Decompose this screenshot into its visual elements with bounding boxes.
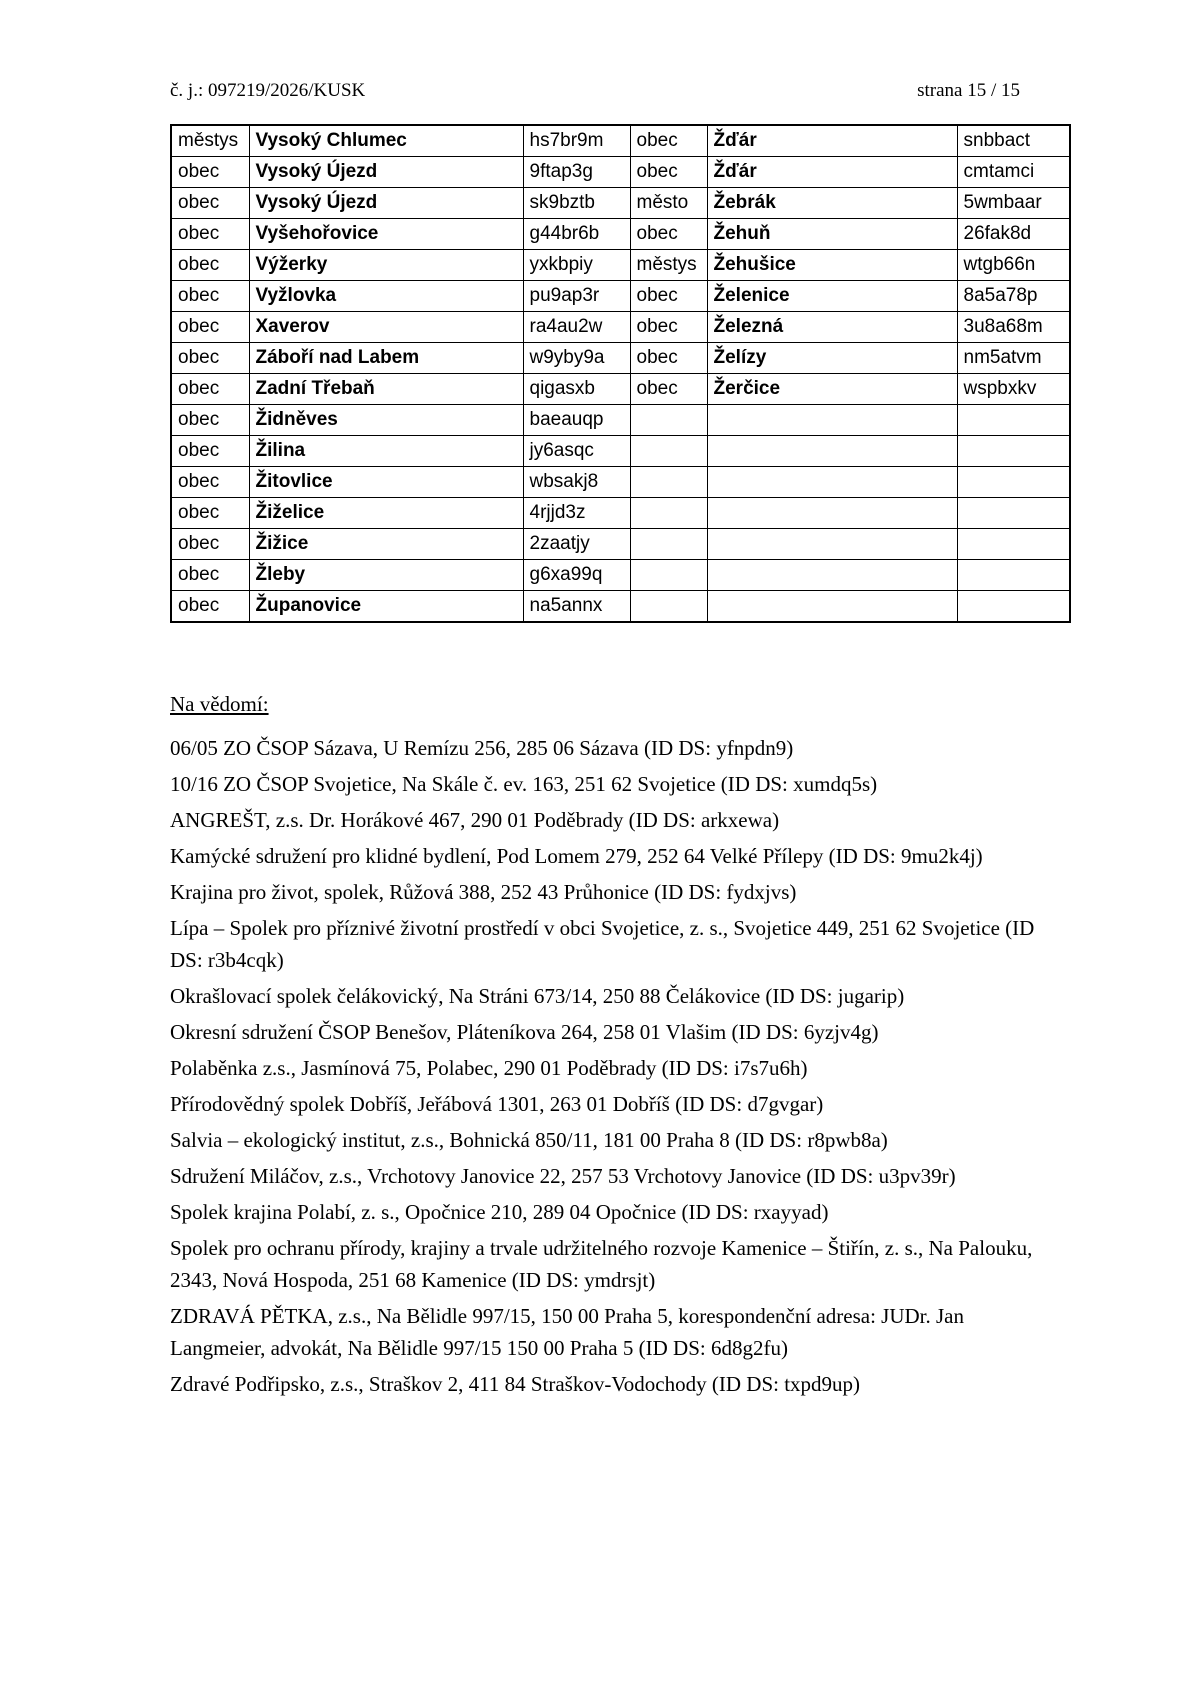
right-name-cell: Žehušice bbox=[707, 250, 957, 281]
right-ds-id-cell: snbbact bbox=[957, 125, 1070, 157]
notice-entry: 06/05 ZO ČSOP Sázava, U Remízu 256, 285 06 Sázava (ID DS: yfnpdn9) bbox=[170, 736, 794, 760]
table-row bbox=[171, 219, 1070, 250]
right-name-cell bbox=[707, 467, 957, 498]
right-ds-id-cell: wspbxkv bbox=[957, 374, 1070, 405]
table-row bbox=[171, 591, 1070, 623]
notice-entry: Spolek krajina Polabí, z. s., Opočnice 210, 289 04 Opočnice (ID DS: rxayyad) bbox=[170, 1200, 829, 1224]
right-type-cell: obec bbox=[630, 125, 707, 157]
left-type-cell: obec bbox=[171, 281, 249, 312]
left-name-cell: Vysoký Újezd bbox=[249, 188, 523, 219]
left-ds-id-cell: na5annx bbox=[523, 591, 630, 623]
left-ds-id-cell: sk9bztb bbox=[523, 188, 630, 219]
right-ds-id-cell bbox=[957, 591, 1070, 623]
right-type-cell: obec bbox=[630, 312, 707, 343]
left-name-cell: Zadní Třebaň bbox=[249, 374, 523, 405]
notice-entry: Zdravé Podřipsko, z.s., Straškov 2, 411 84 Straškov-Vodochody (ID DS: txpd9up) bbox=[170, 1372, 861, 1396]
notice-entry: ZDRAVÁ PĚTKA, z.s., Na Bělidle 997/15, 150 00 Praha 5, korespondenční adresa: JUDr. Jan Langmeier, advokát, Na Bělidle 997/15 150 00 Praha 5 (ID DS: 6d8g2fu) bbox=[170, 1304, 964, 1360]
page-number: strana 15 / 15 bbox=[917, 80, 1020, 101]
right-type-cell: město bbox=[630, 188, 707, 219]
municipality-table-body bbox=[171, 125, 1070, 622]
right-ds-id-cell bbox=[957, 467, 1070, 498]
left-name-cell: Žilina bbox=[249, 436, 523, 467]
right-ds-id-cell bbox=[957, 436, 1070, 467]
notice-entry: Salvia – ekologický institut, z.s., Bohnická 850/11, 181 00 Praha 8 (ID DS: r8pwb8a) bbox=[170, 1128, 888, 1152]
notice-recipient-list bbox=[170, 732, 1050, 1400]
left-ds-id-cell: pu9ap3r bbox=[523, 281, 630, 312]
left-ds-id-cell: w9yby9a bbox=[523, 343, 630, 374]
left-type-cell: obec bbox=[171, 529, 249, 560]
right-type-cell bbox=[630, 498, 707, 529]
table-row bbox=[171, 188, 1070, 219]
right-type-cell bbox=[630, 436, 707, 467]
right-ds-id-cell: 8a5a78p bbox=[957, 281, 1070, 312]
left-ds-id-cell: 4rjjd3z bbox=[523, 498, 630, 529]
left-ds-id-cell: qigasxb bbox=[523, 374, 630, 405]
right-type-cell bbox=[630, 591, 707, 623]
left-ds-id-cell: wbsakj8 bbox=[523, 467, 630, 498]
notice-entry: Sdružení Miláčov, z.s., Vrchotovy Janovice 22, 257 53 Vrchotovy Janovice (ID DS: u3pv39r) bbox=[170, 1164, 956, 1188]
left-type-cell: obec bbox=[171, 188, 249, 219]
left-name-cell: Záboří nad Labem bbox=[249, 343, 523, 374]
notice-entry: ANGREŠT, z.s. Dr. Horákové 467, 290 01 Poděbrady (ID DS: arkxewa) bbox=[170, 808, 780, 832]
right-name-cell: Žďár bbox=[707, 157, 957, 188]
left-type-cell: obec bbox=[171, 467, 249, 498]
right-ds-id-cell: nm5atvm bbox=[957, 343, 1070, 374]
left-name-cell: Výžerky bbox=[249, 250, 523, 281]
right-type-cell: obec bbox=[630, 219, 707, 250]
right-name-cell bbox=[707, 529, 957, 560]
page-header bbox=[170, 80, 1020, 110]
left-name-cell: Županovice bbox=[249, 591, 523, 623]
left-type-cell: obec bbox=[171, 219, 249, 250]
right-name-cell: Želenice bbox=[707, 281, 957, 312]
table-row bbox=[171, 405, 1070, 436]
right-name-cell: Žebrák bbox=[707, 188, 957, 219]
left-type-cell: obec bbox=[171, 591, 249, 623]
table-row bbox=[171, 374, 1070, 405]
right-type-cell bbox=[630, 529, 707, 560]
right-ds-id-cell: 5wmbaar bbox=[957, 188, 1070, 219]
right-type-cell bbox=[630, 467, 707, 498]
table-row bbox=[171, 281, 1070, 312]
notice-entry: Polaběnka z.s., Jasmínová 75, Polabec, 290 01 Poděbrady (ID DS: i7s7u6h) bbox=[170, 1056, 808, 1080]
right-name-cell bbox=[707, 560, 957, 591]
table-row bbox=[171, 157, 1070, 188]
table-row bbox=[171, 529, 1070, 560]
left-ds-id-cell: g6xa99q bbox=[523, 560, 630, 591]
right-name-cell: Železná bbox=[707, 312, 957, 343]
notice-section bbox=[170, 688, 1050, 1404]
right-name-cell: Žďár bbox=[707, 125, 957, 157]
left-ds-id-cell: yxkbpiy bbox=[523, 250, 630, 281]
left-ds-id-cell: 2zaatjy bbox=[523, 529, 630, 560]
right-ds-id-cell: 3u8a68m bbox=[957, 312, 1070, 343]
left-type-cell: městys bbox=[171, 125, 249, 157]
notice-entry: Krajina pro život, spolek, Růžová 388, 252 43 Průhonice (ID DS: fydxjvs) bbox=[170, 880, 797, 904]
right-name-cell: Žerčice bbox=[707, 374, 957, 405]
notice-entry: Okrašlovací spolek čelákovický, Na Stráni 673/14, 250 88 Čelákovice (ID DS: jugarip) bbox=[170, 984, 905, 1008]
left-name-cell: Vysoký Újezd bbox=[249, 157, 523, 188]
right-name-cell: Želízy bbox=[707, 343, 957, 374]
reference-number: č. j.: 097219/2026/KUSK bbox=[170, 80, 366, 101]
left-name-cell: Xaverov bbox=[249, 312, 523, 343]
right-name-cell bbox=[707, 436, 957, 467]
left-name-cell: Židněves bbox=[249, 405, 523, 436]
left-ds-id-cell: 9ftap3g bbox=[523, 157, 630, 188]
left-name-cell: Žitovlice bbox=[249, 467, 523, 498]
right-ds-id-cell bbox=[957, 529, 1070, 560]
left-ds-id-cell: hs7br9m bbox=[523, 125, 630, 157]
right-type-cell bbox=[630, 405, 707, 436]
notice-heading: Na vědomí: bbox=[170, 692, 269, 716]
municipality-table bbox=[170, 124, 1071, 623]
left-name-cell: Žleby bbox=[249, 560, 523, 591]
right-name-cell: Žehuň bbox=[707, 219, 957, 250]
table-row bbox=[171, 467, 1070, 498]
right-type-cell bbox=[630, 560, 707, 591]
table-row bbox=[171, 560, 1070, 591]
table-row bbox=[171, 436, 1070, 467]
left-type-cell: obec bbox=[171, 436, 249, 467]
table-row bbox=[171, 343, 1070, 374]
table-row bbox=[171, 125, 1070, 157]
right-ds-id-cell: 26fak8d bbox=[957, 219, 1070, 250]
left-ds-id-cell: g44br6b bbox=[523, 219, 630, 250]
left-type-cell: obec bbox=[171, 343, 249, 374]
table-row bbox=[171, 250, 1070, 281]
left-type-cell: obec bbox=[171, 157, 249, 188]
right-ds-id-cell bbox=[957, 498, 1070, 529]
left-name-cell: Vysoký Chlumec bbox=[249, 125, 523, 157]
left-type-cell: obec bbox=[171, 405, 249, 436]
right-name-cell bbox=[707, 405, 957, 436]
notice-entry: 10/16 ZO ČSOP Svojetice, Na Skále č. ev. 163, 251 62 Svojetice (ID DS: xumdq5s) bbox=[170, 772, 878, 796]
right-type-cell: obec bbox=[630, 374, 707, 405]
left-type-cell: obec bbox=[171, 250, 249, 281]
table-row bbox=[171, 498, 1070, 529]
notice-entry: Okresní sdružení ČSOP Benešov, Pláteníkova 264, 258 01 Vlašim (ID DS: 6yzjv4g) bbox=[170, 1020, 879, 1044]
notice-entry: Lípa – Spolek pro příznivé životní prostředí v obci Svojetice, z. s., Svojetice 449, 251 62 Svojetice (ID DS: r3b4cqk) bbox=[170, 916, 1035, 972]
table-row bbox=[171, 312, 1070, 343]
right-type-cell: obec bbox=[630, 343, 707, 374]
left-type-cell: obec bbox=[171, 312, 249, 343]
left-type-cell: obec bbox=[171, 560, 249, 591]
right-ds-id-cell bbox=[957, 405, 1070, 436]
right-ds-id-cell bbox=[957, 560, 1070, 591]
right-name-cell bbox=[707, 591, 957, 623]
right-type-cell: obec bbox=[630, 157, 707, 188]
notice-entry: Přírodovědný spolek Dobříš, Jeřábová 1301, 263 01 Dobříš (ID DS: d7gvgar) bbox=[170, 1092, 824, 1116]
left-ds-id-cell: ra4au2w bbox=[523, 312, 630, 343]
notice-entry: Kamýcké sdružení pro klidné bydlení, Pod Lomem 279, 252 64 Velké Přílepy (ID DS: 9mu2k4j) bbox=[170, 844, 983, 868]
right-name-cell bbox=[707, 498, 957, 529]
left-name-cell: Žižice bbox=[249, 529, 523, 560]
left-name-cell: Žiželice bbox=[249, 498, 523, 529]
left-ds-id-cell: jy6asqc bbox=[523, 436, 630, 467]
right-type-cell: městys bbox=[630, 250, 707, 281]
left-type-cell: obec bbox=[171, 498, 249, 529]
left-name-cell: Vyšehořovice bbox=[249, 219, 523, 250]
left-ds-id-cell: baeauqp bbox=[523, 405, 630, 436]
right-ds-id-cell: wtgb66n bbox=[957, 250, 1070, 281]
right-type-cell: obec bbox=[630, 281, 707, 312]
notice-entry: Spolek pro ochranu přírody, krajiny a trvale udržitelného rozvoje Kamenice – Štiřín, z. s., Na Palouku, 2343, Nová Hospoda, 251 68 Kamenice (ID DS: ymdrsjt) bbox=[170, 1236, 1033, 1292]
left-name-cell: Vyžlovka bbox=[249, 281, 523, 312]
right-ds-id-cell: cmtamci bbox=[957, 157, 1070, 188]
left-type-cell: obec bbox=[171, 374, 249, 405]
